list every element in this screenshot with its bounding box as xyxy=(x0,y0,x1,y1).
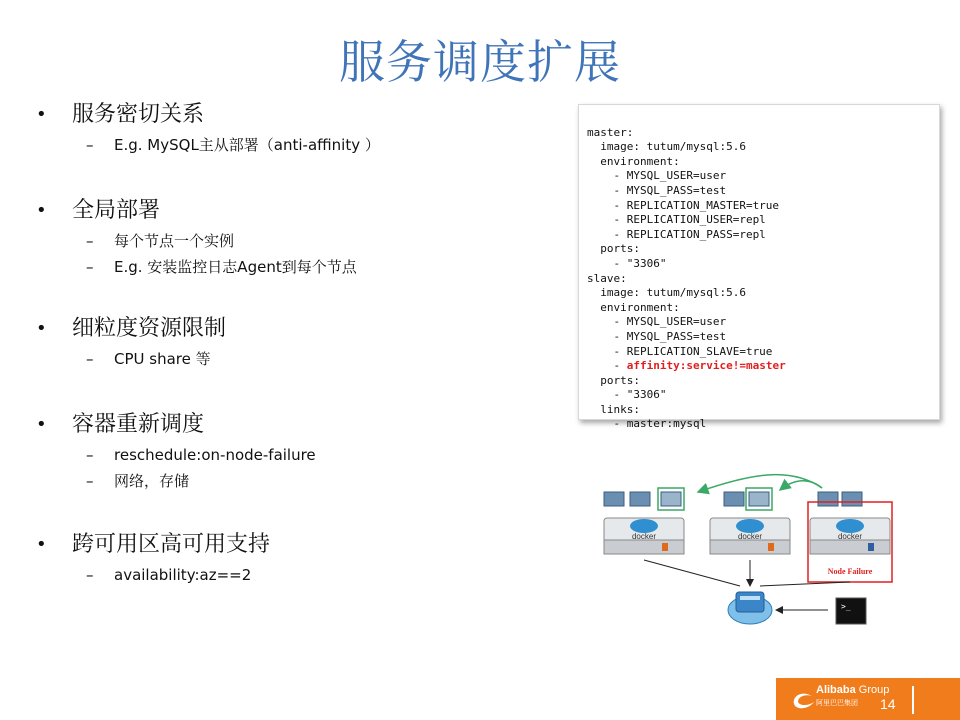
bullet-dot: • xyxy=(36,200,47,221)
terminal-icon xyxy=(836,598,866,624)
link-line xyxy=(644,560,740,586)
svg-text:>_: >_ xyxy=(841,602,851,611)
dash: – xyxy=(86,446,94,464)
docker-server-node2 xyxy=(710,518,790,554)
swarm-manager-icon xyxy=(728,592,772,624)
dash: – xyxy=(86,350,94,368)
code-line: environment: xyxy=(587,154,680,168)
bullet-group-availability xyxy=(36,530,270,586)
code-line: - master:mysql xyxy=(587,417,707,431)
bullet-group-resource xyxy=(36,314,226,370)
sub-bullet-text: E.g. 安装监控日志Agent到每个节点 xyxy=(114,258,357,276)
bullet-text: 容器重新调度 xyxy=(72,412,205,437)
code-line: slave: xyxy=(587,271,627,285)
code-line: - REPLICATION_MASTER=true xyxy=(587,198,780,212)
bullet-text: 细粒度资源限制 xyxy=(72,316,227,341)
code-line: - REPLICATION_USER=repl xyxy=(587,213,766,227)
migration-arrow xyxy=(780,481,822,490)
dash: – xyxy=(86,136,94,154)
sub-bullet-text: availability:az==2 xyxy=(114,566,252,584)
reschedule-diagram xyxy=(600,470,900,640)
server-label: docker xyxy=(837,532,863,541)
code-line: links: xyxy=(587,402,640,416)
code-line: - MYSQL_USER=user xyxy=(587,315,727,329)
dash: – xyxy=(86,258,94,276)
bullet-text: 全局部署 xyxy=(72,198,161,223)
link-line xyxy=(760,582,850,586)
code-line: - MYSQL_PASS=test xyxy=(587,329,727,343)
container-icons-node3 xyxy=(818,492,862,506)
slide-title: 服务调度扩展 xyxy=(339,35,621,89)
code-line: environment: xyxy=(587,300,680,314)
dash: – xyxy=(86,232,94,250)
brand-name: Alibaba Group 阿里巴巴集团 xyxy=(816,684,890,707)
code-line: - "3306" xyxy=(587,388,667,402)
container-icons-node1 xyxy=(604,488,684,510)
code-line: - REPLICATION_PASS=repl xyxy=(587,227,766,241)
bullet-text: 服务密切关系 xyxy=(72,102,205,127)
footer-brand-bar xyxy=(776,678,960,720)
dash: – xyxy=(86,472,94,490)
bullet-dot: • xyxy=(36,318,47,339)
code-line: ports: xyxy=(587,373,640,387)
server-label: docker xyxy=(737,532,763,541)
bullet-group-reschedule xyxy=(36,410,316,492)
sub-bullet-text: E.g. MySQL主从部署（anti-affinity ） xyxy=(114,136,380,154)
code-line: - "3306" xyxy=(587,256,667,270)
server-label: docker xyxy=(631,532,657,541)
affinity-highlight: affinity:service!=master xyxy=(626,359,786,373)
code-line: - MYSQL_PASS=test xyxy=(587,183,727,197)
node-failure-label: Node Failure xyxy=(827,567,873,576)
bullet-dot: • xyxy=(36,534,47,555)
sub-bullet-text: CPU share 等 xyxy=(114,350,211,368)
bullet-group-affinity xyxy=(36,100,380,156)
code-line: - MYSQL_USER=user xyxy=(587,169,727,183)
dash: – xyxy=(86,566,94,584)
migration-arrow xyxy=(698,475,822,492)
code-line: ports: xyxy=(587,242,640,256)
page-number: 14 xyxy=(880,696,896,712)
code-line: image: tutum/mysql:5.6 xyxy=(587,140,746,154)
code-line-affinity: - affinity:service!=master xyxy=(587,359,786,373)
bullet-group-global xyxy=(36,196,357,278)
code-line: - REPLICATION_SLAVE=true xyxy=(587,344,773,358)
code-line: master: xyxy=(587,125,634,139)
alibaba-logo-icon xyxy=(790,688,816,710)
code-line: image: tutum/mysql:5.6 xyxy=(587,286,746,300)
compose-code-block xyxy=(578,104,940,431)
bullet-dot: • xyxy=(36,414,47,435)
sub-bullet-text: 每个节点一个实例 xyxy=(114,232,235,250)
footer-divider xyxy=(912,686,914,714)
docker-server-node1 xyxy=(604,518,684,554)
bullet-dot: • xyxy=(36,104,47,125)
bullet-text: 跨可用区高可用支持 xyxy=(72,532,271,557)
container-icons-node2 xyxy=(724,488,772,510)
docker-server-node3 xyxy=(810,518,890,554)
sub-bullet-text: reschedule:on-node-failure xyxy=(114,446,316,464)
sub-bullet-text: 网络，存储 xyxy=(114,472,190,490)
